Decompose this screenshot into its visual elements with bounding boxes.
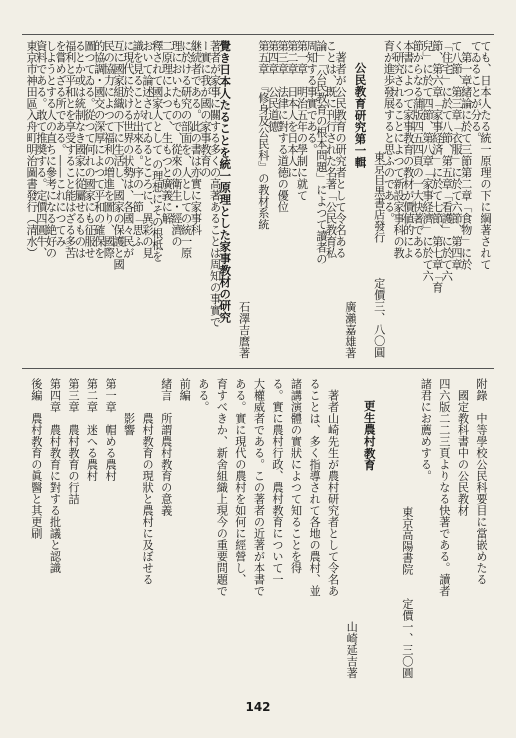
- top-section: [26, 40, 490, 358]
- text-column: ても、日本人たる統一原理の下に綱著されて: [479, 40, 492, 270]
- text-column: 第三章 農村教育の行詰: [66, 378, 80, 505]
- text-column: 公民教育研究第一輯: [353, 62, 368, 169]
- text-column: 第一章 帽める農村: [104, 378, 118, 482]
- text-column: おいて論述されてゐるところに、異彩の見: [141, 40, 155, 259]
- text-column: 節、第六章「家事経済」に於て七節、第七章「育: [430, 40, 444, 293]
- text-column: に於ける研究の部面を、人としての統一原: [179, 40, 193, 259]
- text-column: 第四章 農村教育に對する批議と認識: [48, 378, 62, 574]
- text-column: 諸講演體の實狀によつて知ることを得: [289, 378, 303, 574]
- text-column: 第一章 明治五年の學制に就て: [295, 40, 309, 201]
- top-divider: [22, 34, 494, 35]
- text-column: 資料である。敢て推奬する。定價四圓牛、: [34, 40, 48, 259]
- text-column: 継続者である。此の書は亦實に家事科: [189, 40, 203, 236]
- text-column: 育が進歩發展すると思ふのである。: [382, 40, 396, 224]
- text-column: 兒」に於て四節、第八章「家事経濟」に於て六: [421, 40, 435, 282]
- text-column: 影響: [122, 378, 136, 436]
- text-column: 識を見ることが出來る。序の一節「思ふ: [131, 40, 145, 247]
- text-column: 石澤吉麿著: [237, 300, 251, 358]
- text-column: しようとする人の直ちに參考になる絶好の: [44, 40, 58, 259]
- text-column: ー實に我が國の家事教育の: [198, 40, 212, 178]
- text-column: 東京高陽書院 定價一、三〇圓: [400, 505, 414, 678]
- text-column: 緒言 所謂農村教育の意義: [159, 378, 173, 516]
- text-column: を嘗めざる所である。――これにつてみ: [54, 40, 68, 247]
- text-column: るとか或は統制なき國家に從屬せるものは: [73, 40, 87, 259]
- text-column: 釋されて國家人として の理想にその根柢を: [150, 40, 164, 263]
- text-column: 理においたもので、從來の衛生・經濟の: [170, 40, 183, 247]
- text-column: 育すべきか、新舍組織上現今の重要問題で: [215, 378, 229, 597]
- text-column: 廣瀨嘉雄著: [343, 300, 357, 358]
- text-column: 二原理によつて、生もつと廣義に解: [160, 40, 174, 224]
- text-column: ことは、既に刊行された名著「公民教育私: [324, 40, 338, 259]
- middle-divider: [22, 368, 494, 369]
- text-column: 第五章 『修身及公民科』の教材系統: [256, 40, 270, 230]
- text-column: 覺き日本人たることを統一原理とした家事教材の研究: [218, 40, 233, 324]
- text-column: く研究されることによつて新設家事科の教: [392, 40, 406, 259]
- text-column: 前編: [178, 378, 192, 401]
- text-column: 後編 農村教育の眞醫と其更刷: [29, 378, 43, 539]
- text-column: 山崎延吉著: [345, 620, 359, 678]
- text-column: 大權威者である。この著者の近著が本書で: [252, 378, 266, 597]
- text-column: 論」「公民教育の根本問題」によつて讀者の: [314, 40, 328, 265]
- text-column: 第二章 迷へる農村: [85, 378, 99, 482]
- text-column: 國定教科書中の公民教材: [456, 378, 470, 516]
- text-column: 四六版二二三頁よりなる快著である。讀者: [437, 378, 451, 597]
- text-column: 第四章 公民道德: [266, 40, 280, 132]
- text-column: 福利と平和とを享受すること能はざる多苦: [63, 40, 77, 259]
- bottom-section: [26, 378, 490, 678]
- text-column: 周知する事實である。: [305, 40, 319, 155]
- text-column: 圖つてゐる。從つて何れの國家にも征服せ: [83, 40, 97, 259]
- text-column: 互に國家組織の下に生活し、國家の保護と國: [112, 40, 126, 270]
- text-column: て八節、第三章「衣服」に於て六節、第四章: [450, 40, 464, 270]
- text-column: 本書によつて家事教育の教材が價値的によ: [401, 40, 415, 259]
- text-column: ある。: [196, 378, 210, 413]
- text-column: 第三章 法律に對する道徳の優位: [276, 40, 290, 213]
- text-column: る。實に農村行政、農村教育について一: [270, 378, 284, 585]
- text-column: 節からなる蒲版四五四頁の一大快著である: [411, 40, 425, 259]
- text-column: 東京市神田區入舟町明治圖書發行（清水）: [25, 40, 39, 259]
- text-column: 農村教育の現狀と農村に及ぼせる: [141, 378, 155, 585]
- text-column: ることは、多く指導されて各地の農村、並: [308, 378, 322, 597]
- text-column: 「住宅」に於て八節、第五章「看護」に於て六: [440, 40, 454, 282]
- text-column: 著者が公民教育の研究者として令名ある: [334, 40, 348, 259]
- text-column: 更生農村教育: [362, 400, 377, 471]
- text-column: 附錄 中等學校公民科要目に當嵌めたる: [475, 378, 488, 585]
- text-column: てゐることが分る。: [469, 40, 483, 144]
- text-column: に現代に於ける世界の状勢は、各國々民が: [121, 40, 135, 259]
- text-column: 著者が家事に關する多くの高著あることは周知の事實で: [208, 40, 222, 328]
- page-number: 142: [245, 700, 271, 714]
- text-column: 諸君にお薦めする。: [419, 378, 433, 482]
- text-column: 第一章緒論に於て三節第二章「食物」に於: [459, 40, 473, 270]
- text-column: 著者山崎先生が農村研究者として令名あ: [326, 378, 340, 597]
- text-column: [379, 378, 398, 678]
- text-column: 東京目黒書店發行 定價三、八〇圓: [372, 151, 386, 358]
- text-column: 第二章 日本人を日本人に: [285, 40, 299, 178]
- text-column: 民の協力によつて福利の増進を圖り、國際: [102, 40, 116, 259]
- text-column: 的協調・國交の深厚によつて平和の確保を: [92, 40, 106, 259]
- text-column: ある。實に現代の農村を如何に經營し、: [233, 378, 247, 585]
